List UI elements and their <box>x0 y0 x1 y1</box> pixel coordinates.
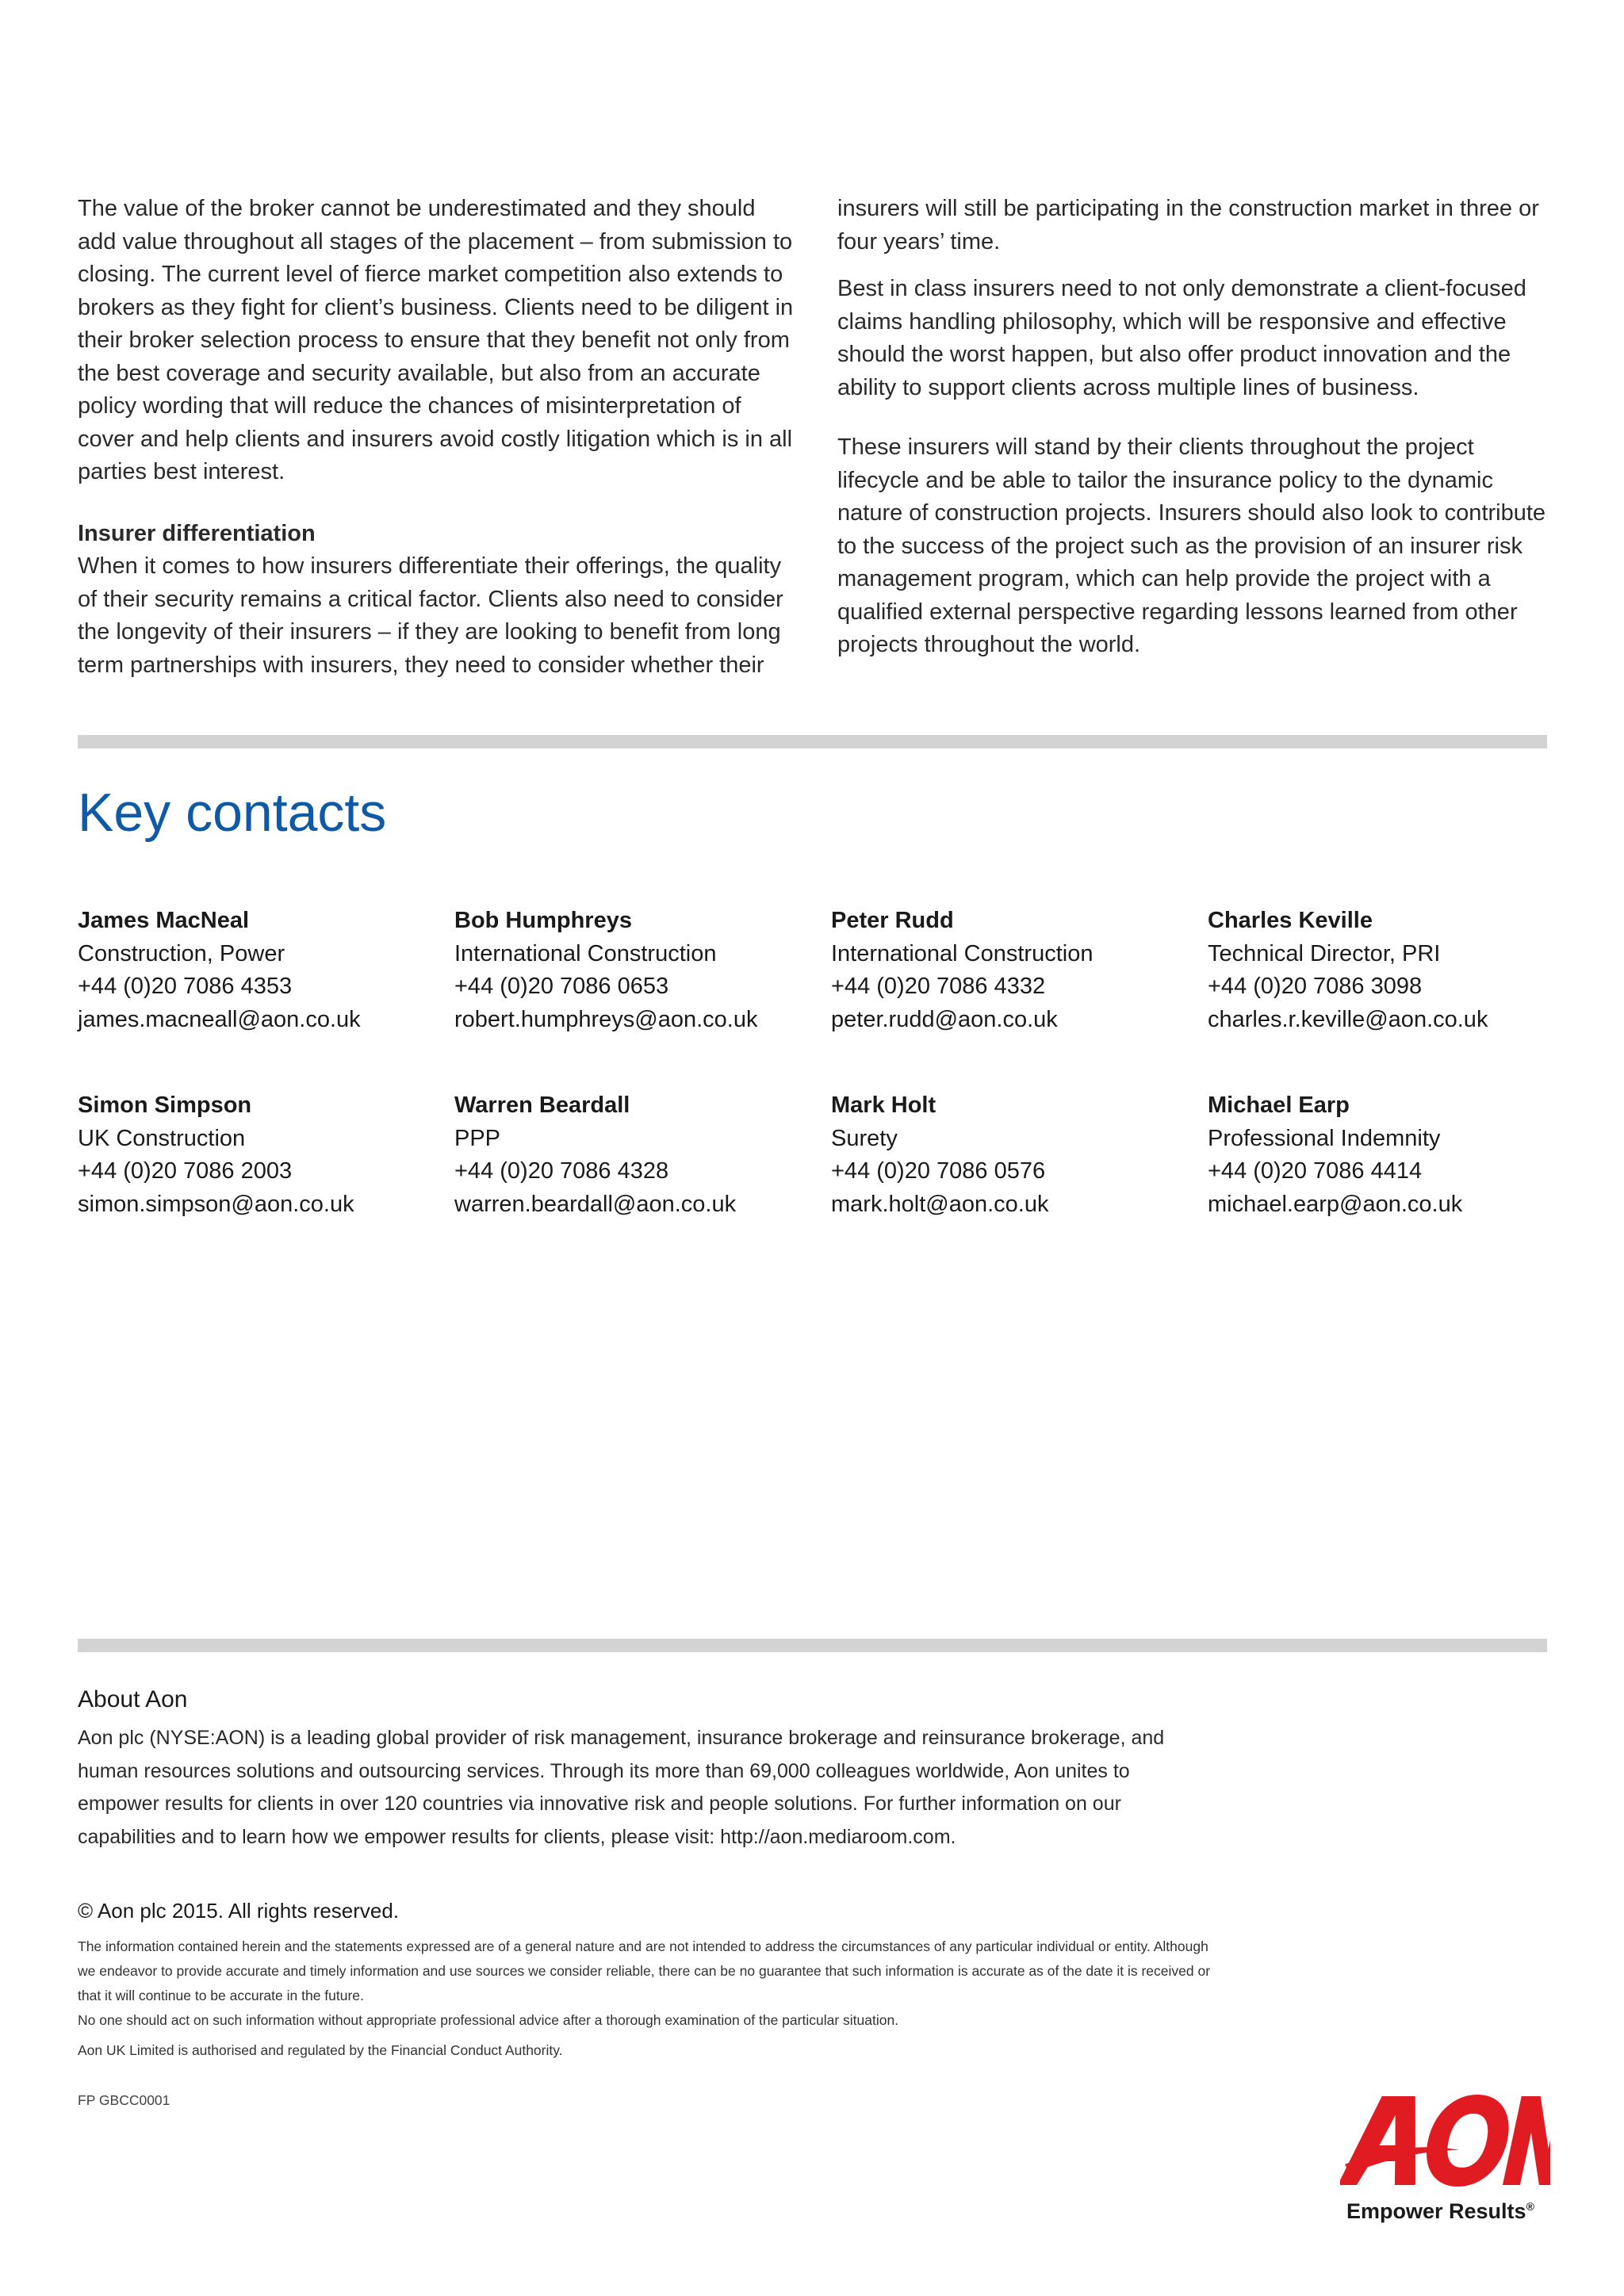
contact-role: PPP <box>454 1125 501 1151</box>
registered-mark: ® <box>1526 2200 1534 2213</box>
contact-name: Michael Earp <box>1208 1093 1350 1118</box>
contact-name: Charles Keville <box>1208 908 1373 933</box>
contact-card <box>831 905 1204 1036</box>
disclaimer-text: The information contained herein and the statements expressed are of a general nature and are not intended to address the circumstances of any particular individual or entity. Although we endeavor to provide accurate and timely information and use sources we consider reliable, there can be no guarantee that such information is accurate as of the date it is received or that it will continue to be accurate in the future. <box>78 1938 1211 2003</box>
body-paragraph: insurers will still be participating in the construction market in three or four years’ time. <box>837 196 1539 254</box>
contact-card <box>78 1089 450 1221</box>
tagline-text: Empower Results <box>1346 2199 1526 2223</box>
advice-text: No one should act on such information without appropriate professional advice after a thorough examination of the particular situation. <box>78 2012 899 2028</box>
section-divider <box>78 1639 1547 1652</box>
contact-phone: +44 (0)20 7086 0653 <box>454 974 669 999</box>
section-subheading: Insurer differentiation <box>78 520 316 546</box>
contact-card <box>1208 1089 1580 1221</box>
contact-email-link[interactable]: peter.rudd@aon.co.uk <box>831 1006 1058 1032</box>
contact-card <box>831 1089 1204 1221</box>
key-contacts-heading: Key contacts <box>78 783 387 843</box>
contact-email-link[interactable]: simon.simpson@aon.co.uk <box>78 1191 354 1217</box>
contact-phone: +44 (0)20 7086 3098 <box>1208 974 1423 999</box>
contact-email-link[interactable]: james.macneall@aon.co.uk <box>78 1006 361 1032</box>
contact-role: UK Construction <box>78 1125 246 1151</box>
body-paragraph: These insurers will stand by their clients throughout the project lifecycle and be able to tailor the insurance policy to the dynamic nature of construction projects. Insurers should also look to contribute to the success of the project such as the provision of an insurer risk management program, which can help provide the project with a qualified external perspective regarding lessons learned from other projects throughout the world. <box>837 434 1546 657</box>
contact-name: Warren Beardall <box>454 1093 630 1118</box>
contact-card <box>1208 905 1580 1036</box>
contact-email-link[interactable]: robert.humphreys@aon.co.uk <box>454 1006 758 1032</box>
contact-email-link[interactable]: mark.holt@aon.co.uk <box>831 1191 1049 1217</box>
aon-logo-mark <box>1340 2091 1550 2195</box>
about-paragraph: Aon plc (NYSE:AON) is a leading global provider of risk management, insurance brokerage and reinsurance brokerage, and human resources solutions and outsourcing services. Through its more than 69,000 colleagues worldwide, Aon unites to empower results for clients in over 120 countries via innovative risk and people solutions. For further information on our capabilities and to learn how we empower results for clients, please visit: http://aon.mediaroom.com. <box>78 1727 1165 1848</box>
section-divider <box>78 735 1547 748</box>
body-paragraph: The value of the broker cannot be underestimated and they should add value throughout all stages of the placement – from submission to closing. The current level of fierce market competition also extends to brokers as they fight for client’s business. Clients need to be diligent in their broker selection process to ensure that they benefit not only from the best coverage and security available, but also from an accurate policy wording that will reduce the chances of misinterpretation of cover and help clients and insurers avoid costly litigation which is in all parties best interest. <box>78 196 794 484</box>
contact-role: Construction, Power <box>78 940 285 966</box>
contact-role: International Construction <box>454 940 717 966</box>
body-paragraph: When it comes to how insurers differentiate their offerings, the quality of their security remains a critical factor. Clients also need to consider the longevity of their insurers – if they are looking to benefit from long term partnerships with insurers, they need to consider whether their <box>78 553 783 678</box>
legal-disclaimer <box>78 1934 1228 2063</box>
document-code: FP GBCC0001 <box>78 2092 170 2108</box>
contact-card <box>78 905 450 1036</box>
contact-name: Mark Holt <box>831 1093 936 1118</box>
contact-email-link[interactable]: charles.r.keville@aon.co.uk <box>1208 1006 1488 1032</box>
contact-card <box>454 1089 827 1221</box>
contact-phone: +44 (0)20 7086 0576 <box>831 1158 1046 1184</box>
contact-role: Professional Indemnity <box>1208 1125 1441 1151</box>
regulation-text: Aon UK Limited is authorised and regulated by the Financial Conduct Authority. <box>78 2042 563 2058</box>
contact-email-link[interactable]: michael.earp@aon.co.uk <box>1208 1191 1463 1217</box>
contact-name: Peter Rudd <box>831 908 954 933</box>
contact-role: International Construction <box>831 940 1094 966</box>
contact-phone: +44 (0)20 7086 4414 <box>1208 1158 1423 1184</box>
body-column-left <box>78 193 795 682</box>
contact-role: Surety <box>831 1125 898 1151</box>
contact-name: James MacNeal <box>78 908 250 933</box>
body-paragraph: Best in class insurers need to not only demonstrate a client-focused claims handling philosophy, which will be responsive and effective should the worst happen, but also offer product innovation and the ability to support clients across multiple lines of business. <box>837 276 1526 400</box>
contact-phone: +44 (0)20 7086 4353 <box>78 974 293 999</box>
contact-card <box>454 905 827 1036</box>
contact-role: Technical Director, PRI <box>1208 940 1441 966</box>
contact-phone: +44 (0)20 7086 4328 <box>454 1158 669 1184</box>
contact-email-link[interactable]: warren.beardall@aon.co.uk <box>454 1191 737 1217</box>
brand-tagline <box>1346 2198 1534 2225</box>
body-column-right <box>837 193 1555 662</box>
contact-phone: +44 (0)20 7086 2003 <box>78 1158 293 1184</box>
about-heading: About Aon <box>78 1686 188 1712</box>
copyright-notice: © Aon plc 2015. All rights reserved. <box>78 1899 400 1923</box>
contact-name: Bob Humphreys <box>454 908 632 933</box>
contact-name: Simon Simpson <box>78 1093 252 1118</box>
contact-phone: +44 (0)20 7086 4332 <box>831 974 1046 999</box>
